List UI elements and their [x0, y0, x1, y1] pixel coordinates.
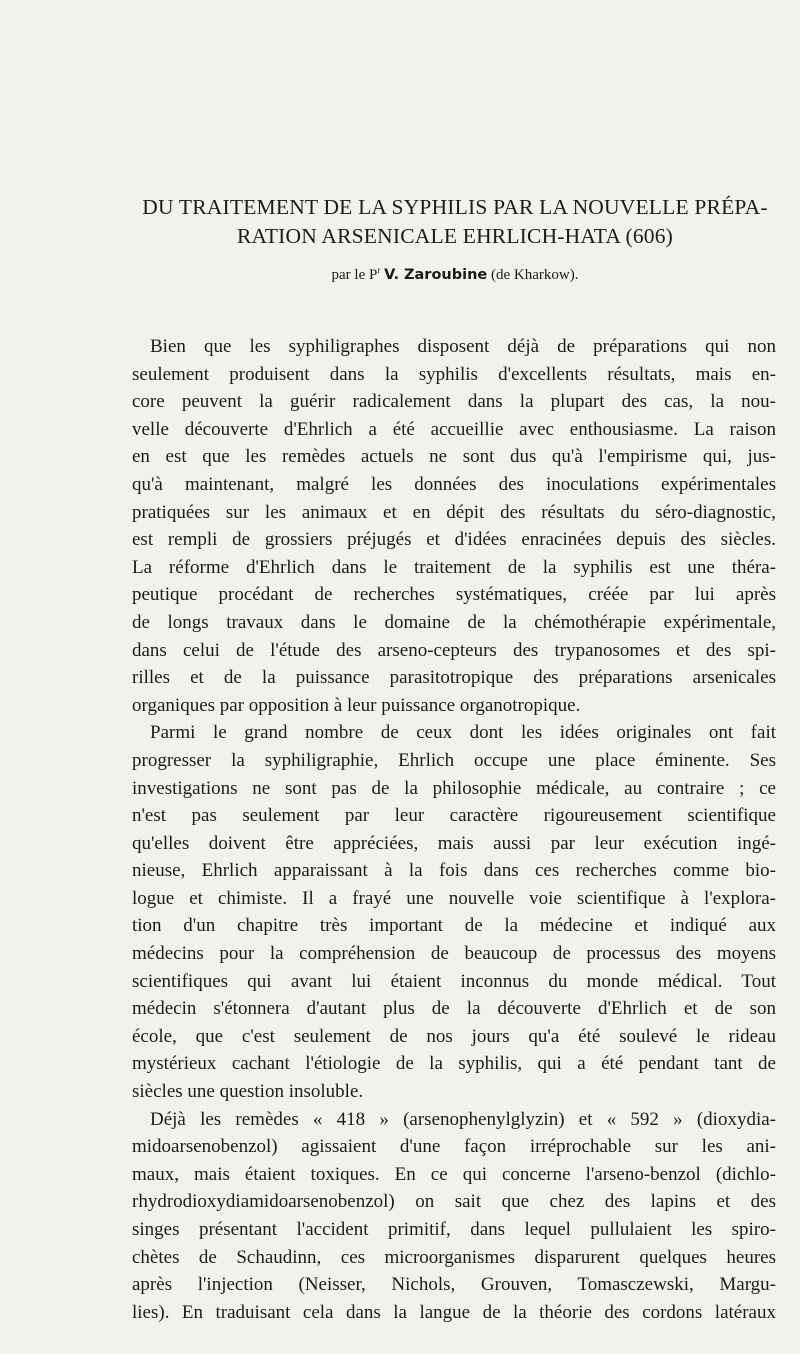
text-line: maux, mais étaient toxiques. En ce qui concerne l'arseno-benzol (dichlo-: [132, 1163, 776, 1185]
article-title: [120, 193, 790, 251]
text-line: siècles une question insoluble.: [132, 1081, 364, 1103]
text-line: mystérieux cachant l'étiologie de la syphilis, qui a été pendant tant de: [132, 1053, 776, 1075]
text-line: école, que c'est seulement de nos jours qu'a été soulevé le rideau: [132, 1025, 776, 1047]
text-line: peutique procédant de recherches systématiques, créée par lui après: [132, 584, 776, 606]
text-line: tion d'un chapitre très important de la médecine et indiqué aux: [132, 915, 776, 937]
text-line: logue et chimiste. Il a frayé une nouvelle voie scientifique à l'explora-: [132, 887, 776, 909]
author-affiliation: (de Kharkow).: [491, 267, 579, 283]
text-line: scientifiques qui avant lui étaient inconnus du monde médical. Tout: [132, 970, 776, 992]
text-line: chètes de Schaudinn, ces microorganismes disparurent quelques heures: [132, 1246, 776, 1268]
text-line: est rempli de grossiers préjugés et d'idées enracinées depuis des siècles.: [132, 529, 776, 551]
text-line: seulement produisent dans la syphilis d'excellents résultats, mais en-: [132, 363, 776, 385]
byline-sup: r: [377, 265, 381, 275]
text-line: rilles et de la puissance parasitotropique des préparations arsenicales: [132, 667, 776, 689]
byline: [120, 260, 790, 285]
text-line: Bien que les syphiligraphes disposent déjà de préparations qui non: [150, 336, 776, 357]
text-line: après l'injection (Neisser, Nichols, Grouven, Tomasczewski, Margu-: [132, 1274, 776, 1296]
text-line: progresser la syphiligraphie, Ehrlich occupe une place éminente. Ses: [132, 749, 776, 771]
text-line: core peuvent la guérir radicalement dans la plupart des cas, la nou-: [132, 391, 776, 413]
text-line: nieuse, Ehrlich apparaissant à la fois dans ces recherches comme bio-: [132, 860, 776, 882]
text-line: qu'à maintenant, malgré les données des inoculations expérimentales: [132, 473, 776, 495]
text-line: velle découverte d'Ehrlich a été accueillie avec enthousiasme. La raison: [132, 418, 776, 440]
text-line: La réforme d'Ehrlich dans le traitement de la syphilis est une théra-: [132, 556, 776, 578]
text-line: organiques par opposition à leur puissance organotropique.: [132, 694, 581, 716]
title-line: DU TRAITEMENT DE LA SYPHILIS PAR LA NOUVELLE PRÉPA-: [142, 195, 768, 219]
text-line: pratiquées sur les animaux et en dépit des résultats du séro-diagnostic,: [132, 501, 776, 523]
text-line: en est que les remèdes actuels ne sont dus qu'à l'empirisme qui, jus-: [132, 446, 776, 468]
text-line: Parmi le grand nombre de ceux dont les idées originales ont fait: [150, 722, 776, 744]
text-line: singes présentant l'accident primitif, dans lequel pullulaient les spiro-: [132, 1219, 776, 1240]
title-line: RATION ARSENICALE EHRLICH-HATA (606): [236, 224, 674, 248]
byline-par: par le P: [331, 267, 378, 283]
text-line: de longs travaux dans le domaine de la chémothérapie expérimentale,: [132, 611, 776, 633]
text-line: rhydrodioxydiamidoarsenobenzol) on sait que chez des lapins et des: [132, 1191, 776, 1213]
text-line: qu'elles doivent être appréciées, mais aussi par leur exécution ingé-: [132, 832, 776, 854]
author-name: V. Zaroubine: [384, 267, 488, 283]
text-line: midoarsenobenzol) agissaient d'une façon irréprochable sur les ani-: [132, 1136, 776, 1158]
text-line: investigations ne sont pas de la philosophie médicale, au contraire ; ce: [132, 777, 776, 799]
text-line: lies). En traduisant cela dans la langue de la théorie des cordons latéraux: [132, 1301, 776, 1323]
text-line: Déjà les remèdes « 418 » (arsenophenylglyzin) et « 592 » (dioxydia-: [150, 1108, 776, 1130]
text-line: n'est pas seulement par leur caractère rigoureusement scientifique: [132, 805, 776, 827]
text-line: médecins pour la compréhension de beaucoup de processus des moyens: [132, 943, 776, 965]
text-line: dans celui de l'étude des arseno-cepteurs des trypanosomes et des spi-: [132, 639, 776, 661]
text-line: médecin s'étonnera d'autant plus de la découverte d'Ehrlich et de son: [132, 998, 776, 1020]
article-body: [132, 333, 776, 1326]
